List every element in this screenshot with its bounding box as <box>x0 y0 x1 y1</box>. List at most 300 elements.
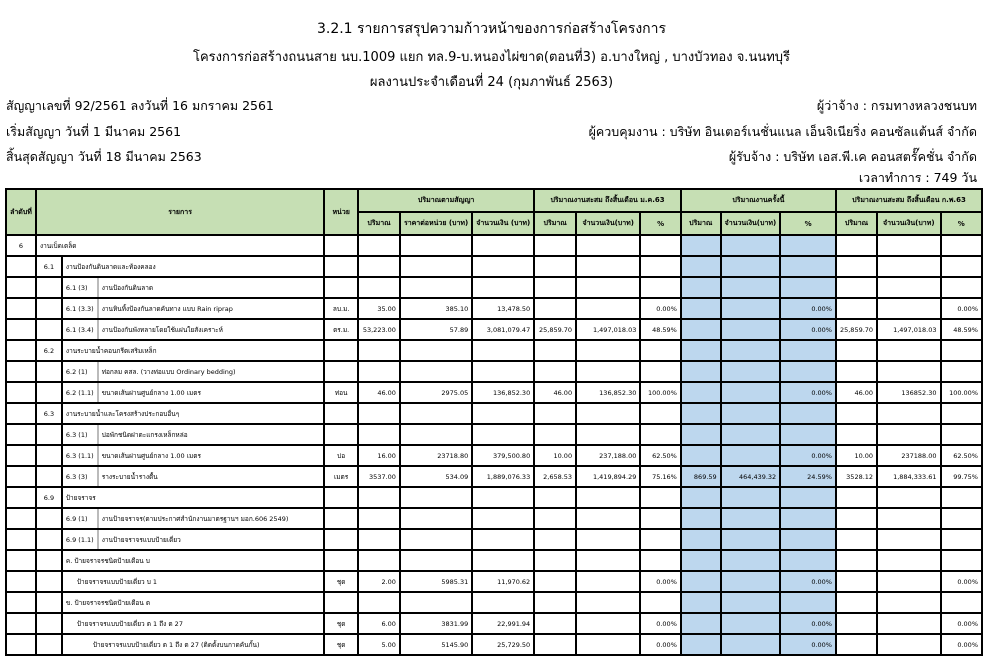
empty-cell <box>36 319 62 340</box>
col-contract-amount: จำนวนเงิน (บาท) <box>472 212 534 235</box>
cell-t-qty: 869.59 <box>681 466 721 487</box>
cell-s-qty <box>836 298 877 319</box>
row-number <box>6 403 36 424</box>
cell-t-pct <box>780 340 836 361</box>
cell-s-pct <box>941 550 983 571</box>
cell-s-pct <box>941 403 983 424</box>
cell-p-pct: 48.59% <box>640 319 680 340</box>
cell-c-qty: 5.00 <box>358 634 400 655</box>
cell-c-qty: 53,223.00 <box>358 319 400 340</box>
cell-p-amt <box>576 277 640 298</box>
empty-cell <box>36 571 62 592</box>
cell-p-qty <box>534 361 576 382</box>
report-title: 3.2.1 รายการสรุปความก้าวหน้าของการก่อสร้างโครงการ <box>316 21 667 37</box>
cell-t-qty <box>681 403 721 424</box>
cell-s-amt <box>877 592 940 613</box>
empty-cell <box>36 634 62 655</box>
table-row <box>6 424 982 445</box>
row-description: ข. ป้ายจราจรชนิดป้ายเตือน ต <box>62 592 324 613</box>
cell-p-amt <box>576 529 640 550</box>
cell-s-qty <box>836 487 877 508</box>
cell-t-pct: 0.00% <box>780 445 836 466</box>
row-description: ค. ป้ายจราจรชนิดป้ายเตือน บ <box>62 550 324 571</box>
cell-s-pct <box>941 487 983 508</box>
cell-s-qty <box>836 634 877 655</box>
row-code: 6.1 (3.4) <box>62 319 98 340</box>
cell-c-price: 23718.80 <box>400 445 472 466</box>
cell-t-qty <box>681 361 721 382</box>
cell-s-qty <box>836 613 877 634</box>
cell-c-qty <box>358 403 400 424</box>
row-code: 6.2 (1) <box>62 361 98 382</box>
row-unit <box>324 529 358 550</box>
cell-p-qty <box>534 592 576 613</box>
cell-t-amt <box>721 445 781 466</box>
table-row <box>6 592 982 613</box>
col-unit: หน่วย <box>324 189 358 235</box>
row-code: 6.3 (1) <box>62 424 98 445</box>
cell-t-amt <box>721 613 781 634</box>
cell-p-qty: 2,658.53 <box>534 466 576 487</box>
row-unit: บ่อ <box>324 445 358 466</box>
cell-c-price: 2975.05 <box>400 382 472 403</box>
cell-p-pct <box>640 256 680 277</box>
report-period: ผลงานประจำเดือนที่ 24 (กุมภาพันธ์ 2563) <box>369 75 614 90</box>
cell-c-qty <box>358 340 400 361</box>
cell-p-pct <box>640 529 680 550</box>
row-description: งานระบายน้ำคอนกรีตเสริมเหล็ก <box>62 340 324 361</box>
cell-c-qty <box>358 256 400 277</box>
cell-c-qty: 16.00 <box>358 445 400 466</box>
row-number <box>6 361 36 382</box>
cell-s-qty: 3528.12 <box>836 466 877 487</box>
cell-s-qty <box>836 340 877 361</box>
cell-t-pct: 0.00% <box>780 613 836 634</box>
row-unit <box>324 424 358 445</box>
row-number <box>6 487 36 508</box>
cell-p-qty <box>534 508 576 529</box>
cell-t-pct <box>780 235 836 256</box>
cell-s-amt <box>877 529 940 550</box>
cell-p-amt: 1,419,894.29 <box>576 466 640 487</box>
cell-c-qty <box>358 529 400 550</box>
cell-s-pct <box>941 592 983 613</box>
cell-c-amt: 379,500.80 <box>472 445 534 466</box>
cell-s-amt: 237188.00 <box>877 445 940 466</box>
cell-c-price <box>400 529 472 550</box>
cell-s-pct <box>941 424 983 445</box>
cell-c-price <box>400 487 472 508</box>
cell-c-amt: 3,081,079.47 <box>472 319 534 340</box>
cell-c-amt <box>472 487 534 508</box>
cell-s-amt <box>877 256 940 277</box>
row-description: ป้ายจราจรแบบป้ายเดี่ยว ต 1 ถึง ต 27 <box>62 613 324 634</box>
cell-p-pct <box>640 403 680 424</box>
cell-s-amt <box>877 634 940 655</box>
cell-p-qty: 10.00 <box>534 445 576 466</box>
cell-p-pct <box>640 235 680 256</box>
cell-c-qty <box>358 550 400 571</box>
empty-cell <box>36 550 62 571</box>
row-unit: เมตร <box>324 466 358 487</box>
cell-p-pct: 0.00% <box>640 571 680 592</box>
cell-c-qty <box>358 508 400 529</box>
row-number <box>6 550 36 571</box>
cell-c-qty <box>358 424 400 445</box>
cell-c-amt <box>472 235 534 256</box>
table-row <box>6 340 982 361</box>
cell-c-qty: 3537.00 <box>358 466 400 487</box>
row-unit: ชุด <box>324 571 358 592</box>
cell-t-amt <box>721 592 781 613</box>
row-unit <box>324 340 358 361</box>
cell-t-qty <box>681 235 721 256</box>
cell-t-qty <box>681 256 721 277</box>
row-description: รางระบายน้ำรางตื้น <box>98 466 325 487</box>
cell-c-amt: 25,729.50 <box>472 634 534 655</box>
cell-c-qty: 35.00 <box>358 298 400 319</box>
table-row <box>6 403 982 424</box>
cell-c-qty <box>358 235 400 256</box>
row-number <box>6 466 36 487</box>
col-this-qty: ปริมาณ <box>681 212 721 235</box>
row-code: 6.3 (3) <box>62 466 98 487</box>
cell-t-amt <box>721 508 781 529</box>
cell-s-amt <box>877 235 940 256</box>
cell-s-qty: 25,859.70 <box>836 319 877 340</box>
row-number <box>6 613 36 634</box>
cell-s-pct: 0.00% <box>941 571 983 592</box>
cell-p-pct: 62.50% <box>640 445 680 466</box>
cell-p-amt <box>576 592 640 613</box>
group-this-period: ปริมาณงานครั้งนี้ <box>681 189 836 212</box>
row-description: งานป้องกันพังทลายโดยใช้แผ่นใยสังเคราะห์ <box>98 319 325 340</box>
row-description: ป้ายจราจร <box>62 487 324 508</box>
project-name: โครงการก่อสร้างถนนสาย นบ.1009 แยก ทล.9-บ.หนองไผ่ขาด(ตอนที่3) อ.บางใหญ่ , บางบัวทอง จ.นนทบุรี <box>192 50 791 65</box>
cell-c-amt: 136,852.30 <box>472 382 534 403</box>
cell-s-qty <box>836 403 877 424</box>
cell-p-qty <box>534 277 576 298</box>
cell-s-amt <box>877 403 940 424</box>
cell-c-price <box>400 361 472 382</box>
cell-t-qty <box>681 571 721 592</box>
row-unit <box>324 487 358 508</box>
cell-t-qty <box>681 529 721 550</box>
cell-s-pct <box>941 508 983 529</box>
table-row <box>6 487 982 508</box>
cell-t-amt <box>721 340 781 361</box>
cell-c-amt <box>472 424 534 445</box>
cell-p-qty: 46.00 <box>534 382 576 403</box>
row-code: 6.9 (1.1) <box>62 529 98 550</box>
cell-t-pct <box>780 361 836 382</box>
row-number <box>6 571 36 592</box>
row-number <box>6 298 36 319</box>
row-description: ท่อกลม คสล. (วางท่อแบบ Ordinary bedding) <box>98 361 325 382</box>
cell-t-qty <box>681 445 721 466</box>
cell-p-pct <box>640 508 680 529</box>
cell-p-qty <box>534 235 576 256</box>
table-row <box>6 382 982 403</box>
cell-s-amt <box>877 550 940 571</box>
cell-p-amt: 1,497,018.03 <box>576 319 640 340</box>
cell-s-amt <box>877 508 940 529</box>
group-cumulative: ปริมาณงานสะสม ถึงสิ้นเดือน ก.พ.63 <box>836 189 982 212</box>
row-unit <box>324 403 358 424</box>
cell-p-qty <box>534 571 576 592</box>
row-number <box>6 277 36 298</box>
cell-t-amt <box>721 235 781 256</box>
cell-p-amt <box>576 235 640 256</box>
table-row <box>6 529 982 550</box>
cell-s-amt <box>877 340 940 361</box>
row-description: งานป้ายจราจร(ตามประกาศสำนักงานมาตรฐานฯ มอก.606 2549) <box>98 508 325 529</box>
table-row <box>6 613 982 634</box>
row-number <box>6 508 36 529</box>
cell-c-price <box>400 592 472 613</box>
empty-cell <box>36 508 62 529</box>
cell-c-qty <box>358 487 400 508</box>
empty-cell <box>36 445 62 466</box>
cell-t-pct <box>780 277 836 298</box>
cell-s-pct <box>941 235 983 256</box>
group-previous: ปริมาณงานสะสม ถึงสิ้นเดือน ม.ค.63 <box>534 189 681 212</box>
cell-s-pct <box>941 361 983 382</box>
row-code: 6.3 (1.1) <box>62 445 98 466</box>
cell-c-amt: 13,478.50 <box>472 298 534 319</box>
cell-p-amt <box>576 487 640 508</box>
duration: เวลาทำการ : 749 วัน <box>858 170 977 185</box>
row-code: 6.9 (1) <box>62 508 98 529</box>
cell-s-pct: 48.59% <box>941 319 983 340</box>
cell-s-qty <box>836 235 877 256</box>
cell-s-amt: 136852.30 <box>877 382 940 403</box>
table-row <box>6 361 982 382</box>
table-row <box>6 319 982 340</box>
cell-c-qty: 2.00 <box>358 571 400 592</box>
cell-s-pct <box>941 529 983 550</box>
cell-p-qty <box>534 424 576 445</box>
cell-c-amt: 22,991.94 <box>472 613 534 634</box>
cell-t-amt <box>721 298 781 319</box>
cell-c-amt <box>472 277 534 298</box>
row-unit: ท่อน <box>324 382 358 403</box>
cell-s-pct <box>941 256 983 277</box>
cell-c-price <box>400 508 472 529</box>
table-row <box>6 634 982 655</box>
cell-c-price: 3831.99 <box>400 613 472 634</box>
row-description: ป้ายจราจรแบบป้ายเดี่ยว ต 1 ถึง ต 27 (ติดตั้งบนกาดคันกั้น) <box>62 634 324 655</box>
col-contract-qty: ปริมาณ <box>358 212 400 235</box>
cell-s-pct: 99.75% <box>941 466 983 487</box>
col-item: รายการ <box>36 189 324 235</box>
progress-table <box>5 188 983 656</box>
cell-t-pct <box>780 424 836 445</box>
col-cum-qty: ปริมาณ <box>836 212 877 235</box>
cell-s-qty <box>836 277 877 298</box>
empty-cell <box>36 361 62 382</box>
row-description: ขนาดเส้นผ่านศูนย์กลาง 1.00 เมตร <box>98 382 325 403</box>
row-number <box>6 592 36 613</box>
cell-p-pct <box>640 424 680 445</box>
cell-p-pct <box>640 550 680 571</box>
row-unit <box>324 361 358 382</box>
cell-t-pct: 24.59% <box>780 466 836 487</box>
cell-p-amt <box>576 361 640 382</box>
cell-c-price <box>400 424 472 445</box>
col-no: ลำดับที่ <box>6 189 36 235</box>
cell-s-qty <box>836 361 877 382</box>
cell-p-amt <box>576 256 640 277</box>
cell-p-pct <box>640 361 680 382</box>
cell-c-price: 5985.31 <box>400 571 472 592</box>
cell-p-qty <box>534 298 576 319</box>
cell-p-pct <box>640 487 680 508</box>
row-description: งานเบ็ดเตล็ด <box>36 235 324 256</box>
table-row <box>6 445 982 466</box>
cell-t-qty <box>681 424 721 445</box>
cell-t-amt <box>721 634 781 655</box>
cell-p-pct: 100.00% <box>640 382 680 403</box>
cell-c-amt <box>472 256 534 277</box>
empty-cell <box>36 613 62 634</box>
col-contract-unit-price: ราคาต่อหน่วย (บาท) <box>400 212 472 235</box>
cell-s-pct: 0.00% <box>941 634 983 655</box>
cell-s-amt <box>877 571 940 592</box>
cell-t-pct: 0.00% <box>780 571 836 592</box>
row-code: 6.3 <box>36 403 62 424</box>
row-unit <box>324 508 358 529</box>
cell-s-amt <box>877 424 940 445</box>
cell-t-pct: 0.00% <box>780 634 836 655</box>
row-number <box>6 340 36 361</box>
col-prev-amount: จำนวนเงิน(บาท) <box>576 212 640 235</box>
cell-s-qty <box>836 424 877 445</box>
cell-t-amt <box>721 403 781 424</box>
col-cum-amount: จำนวนเงิน(บาท) <box>877 212 940 235</box>
cell-p-pct <box>640 340 680 361</box>
cell-p-amt: 136,852.30 <box>576 382 640 403</box>
cell-s-qty <box>836 508 877 529</box>
row-number <box>6 634 36 655</box>
cell-p-amt <box>576 424 640 445</box>
cell-c-qty <box>358 361 400 382</box>
cell-c-price <box>400 256 472 277</box>
col-this-pct: % <box>780 212 836 235</box>
cell-s-amt <box>877 613 940 634</box>
cell-t-pct: 0.00% <box>780 319 836 340</box>
table-row <box>6 298 982 319</box>
cell-p-amt <box>576 403 640 424</box>
cell-c-qty <box>358 592 400 613</box>
cell-c-qty: 6.00 <box>358 613 400 634</box>
table-row <box>6 466 982 487</box>
row-unit: ชุด <box>324 613 358 634</box>
cell-p-pct: 0.00% <box>640 634 680 655</box>
cell-c-amt <box>472 550 534 571</box>
row-unit <box>324 235 358 256</box>
cell-t-qty <box>681 277 721 298</box>
cell-c-amt: 11,970.62 <box>472 571 534 592</box>
cell-t-qty <box>681 613 721 634</box>
row-description: งานหินทิ้งป้องกันลาดคันทาง แบบ Rain riprap <box>98 298 325 319</box>
cell-p-qty <box>534 529 576 550</box>
cell-p-amt <box>576 550 640 571</box>
cell-p-qty <box>534 487 576 508</box>
cell-t-amt <box>721 256 781 277</box>
cell-c-price: 57.89 <box>400 319 472 340</box>
row-code: 6.1 (3.3) <box>62 298 98 319</box>
col-prev-pct: % <box>640 212 680 235</box>
row-description: งานป้ายจราจรแบบป้ายเดี่ยว <box>98 529 325 550</box>
cell-t-amt <box>721 529 781 550</box>
cell-s-qty: 10.00 <box>836 445 877 466</box>
cell-t-qty <box>681 550 721 571</box>
cell-s-amt: 1,497,018.03 <box>877 319 940 340</box>
cell-p-qty <box>534 613 576 634</box>
contract-start: เริ่มสัญญา วันที่ 1 มีนาคม 2561 <box>6 124 182 139</box>
contract-end: สิ้นสุดสัญญา วันที่ 18 มีนาคม 2563 <box>6 149 202 164</box>
cell-p-pct: 75.16% <box>640 466 680 487</box>
cell-c-amt <box>472 529 534 550</box>
cell-s-qty <box>836 256 877 277</box>
cell-t-amt: 464,439.32 <box>721 466 781 487</box>
cell-p-pct <box>640 277 680 298</box>
cell-s-pct: 0.00% <box>941 298 983 319</box>
cell-s-pct: 0.00% <box>941 613 983 634</box>
group-contract: ปริมาณตามสัญญา <box>358 189 534 212</box>
table-row <box>6 550 982 571</box>
cell-t-qty <box>681 508 721 529</box>
table-row <box>6 508 982 529</box>
cell-p-pct: 0.00% <box>640 613 680 634</box>
cell-c-price <box>400 277 472 298</box>
cell-c-qty: 46.00 <box>358 382 400 403</box>
row-number <box>6 382 36 403</box>
cell-s-amt: 1,884,333.61 <box>877 466 940 487</box>
row-unit: ลบ.ม. <box>324 298 358 319</box>
cell-s-qty <box>836 571 877 592</box>
cell-t-pct <box>780 403 836 424</box>
row-description: งานระบายน้ำและโครงสร้างประกอบอื่นๆ <box>62 403 324 424</box>
col-prev-qty: ปริมาณ <box>534 212 576 235</box>
row-code: 6.1 (3) <box>62 277 98 298</box>
row-number <box>6 445 36 466</box>
cell-t-qty <box>681 319 721 340</box>
row-description: บ่อพักชนิดฝาตะแกรงเหล็กหล่อ <box>98 424 325 445</box>
cell-p-qty <box>534 403 576 424</box>
cell-p-qty <box>534 550 576 571</box>
row-number <box>6 529 36 550</box>
row-unit <box>324 277 358 298</box>
cell-t-pct <box>780 256 836 277</box>
supervisor: ผู้ควบคุมงาน : บริษัท อินเตอร์เนชั่นแนล เอ็นจิเนียริ่ง คอนซัลแต้นส์ จำกัด <box>588 124 977 139</box>
cell-t-qty <box>681 298 721 319</box>
empty-cell <box>36 382 62 403</box>
cell-p-pct: 0.00% <box>640 298 680 319</box>
row-unit: ตร.ม. <box>324 319 358 340</box>
cell-c-price <box>400 235 472 256</box>
employer: ผู้ว่าจ้าง : กรมทางหลวงชนบท <box>816 98 977 113</box>
cell-t-amt <box>721 424 781 445</box>
empty-cell <box>36 592 62 613</box>
cell-t-qty <box>681 487 721 508</box>
table-row <box>6 256 982 277</box>
contract-number: สัญญาเลขที่ 92/2561 ลงวันที่ 16 มกราคม 2561 <box>6 98 274 113</box>
row-description: งานป้องกันดินลาดและท้องคลอง <box>62 256 324 277</box>
cell-s-qty <box>836 550 877 571</box>
cell-p-amt <box>576 571 640 592</box>
